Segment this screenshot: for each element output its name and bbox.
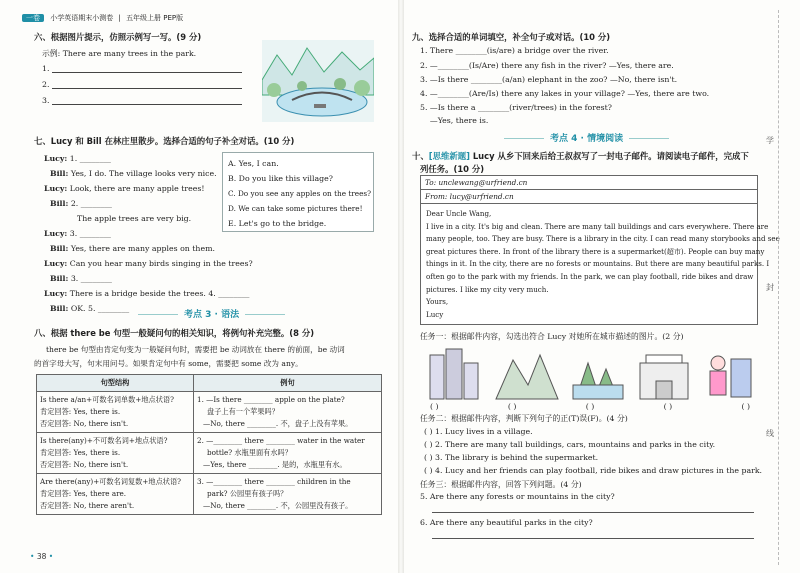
margin-cut-line	[778, 10, 779, 565]
q7-line-2: Bill: Yes, I do. The village looks very nice.	[50, 169, 217, 178]
q7-line-8: Lucy: Can you hear many birds singing in the trees?	[44, 259, 253, 268]
section-3-title: 考点 3 · 语法	[132, 307, 291, 320]
q8-header-example: 例句	[194, 375, 382, 392]
q7-line-3: Lucy: Look, there are many apple trees!	[44, 184, 205, 193]
q8-table	[36, 374, 382, 515]
email-body: Dear Uncle Wang, I live in a city. It's big and clean. There are many tall buildings and cars everywhere. There are many people, too. They are busy. There is a library in the city. I can read many storybooks and see great pictures there. In front of the library there is a supermarket(超市). People can buy many things in it. In the city, there are no forests or mountains. But there are many beautiful parks. I often go to the park with my friends. In the park, we can play football, ride bikes and draw pictures. I like my city very much. Yours, Lucy	[426, 209, 780, 319]
q7-line-6: Lucy: 3. ________	[44, 229, 111, 238]
q7-line-11: Bill: OK. 5. ________	[50, 304, 130, 313]
qa-6: 6. Are there any beautiful parks in the city?	[420, 518, 593, 527]
picture-mountains	[496, 355, 558, 399]
q8-title: 八、根据 there be 句型一般疑问句的相关知识，将例句补充完整。(8 分)	[34, 328, 315, 338]
q10-tag: [思维新题]	[428, 151, 470, 161]
q9-item-3[interactable]: 3. —Is there ________(a/an) elephant in the zoo? —No, there isn't.	[420, 75, 678, 84]
q7-line-1: Lucy: 1. ________	[44, 154, 111, 163]
q7-option-e: E. Let's go to the bridge.	[228, 219, 327, 228]
header-series: 小学英语期末小测卷	[50, 14, 114, 22]
q6-blank-2[interactable]: 2.	[42, 80, 242, 89]
email-from: From: lucy@urfriend.cn	[421, 190, 757, 204]
q7-line-7: Bill: Yes, there are many apples on them.	[50, 244, 215, 253]
q7-option-c: C. Do you see any apples on the trees?	[228, 189, 372, 198]
q7-option-b: B. Do you like this village?	[228, 174, 333, 183]
tf-item-3[interactable]: ( ) 3. The library is behind the supermarket.	[424, 453, 599, 462]
email-to: To: unclewang@urfriend.cn	[421, 176, 757, 190]
page-fold	[398, 0, 404, 573]
q7-title: 七、Lucy 和 Bill 在林庄里散步。选择合适的句子补全对话。(10 分)	[34, 136, 295, 146]
q8-header-structure: 句型结构	[37, 375, 194, 392]
task1-mark-5[interactable]: ( )	[741, 402, 750, 411]
q7-line-5: The apple trees are very big.	[77, 214, 192, 223]
task1-mark-4[interactable]: ( )	[663, 402, 673, 411]
q10-task2: 任务二：根据邮件内容，判断下列句子的正(T)误(F)。(4 分)	[420, 414, 628, 423]
q9-title: 九、选择合适的单词填空，补全句子或对话。(10 分)	[412, 32, 611, 42]
email-box	[420, 175, 780, 325]
q6-blank-1[interactable]: 1.	[42, 64, 242, 73]
margin-char-3: 线	[766, 429, 774, 438]
header-badge: 一卷	[22, 14, 44, 22]
qa-5-answer-line[interactable]	[432, 512, 754, 513]
q8-intro-1: there be 句型由肯定句变为一般疑问句时，需要把 be 动词放在 there 的前面，be 动词	[46, 345, 345, 354]
picture-forest	[573, 363, 623, 399]
q6-example: 示例: There are many trees in the park.	[42, 49, 197, 58]
margin-char-1: 学	[766, 136, 774, 145]
tf-item-1[interactable]: ( ) 1. Lucy lives in a village.	[424, 427, 533, 436]
task1-pictures	[428, 345, 758, 401]
q6-blank-3[interactable]: 3.	[42, 96, 242, 105]
table-row: Is there a/an+可数名词单数+地点状语? 肯定回答: Yes, there is. 否定回答: No, there isn't. 1. —Is there ________ apple on the plate? 盘子上有一个苹果吗？ —No, there ________. 不，盘子上没有苹果。	[37, 392, 382, 433]
q9-item-4[interactable]: 4. —________(Are/Is) there any lakes in your village? —Yes, there are two.	[420, 89, 710, 98]
q9-item-1[interactable]: 1. There ________(is/are) a bridge over the river.	[420, 46, 609, 55]
margin-char-2: 封	[766, 283, 774, 292]
section-4-title: 考点 4 · 情境阅读	[498, 131, 675, 144]
q8-intro-2: 的首字母大写，句末用问号。如果肯定句中有 some，需要把 some 改为 any。	[34, 359, 303, 368]
q7-option-d: D. We can take some pictures there!	[228, 204, 363, 213]
q10-title-2: 列任务。(10 分)	[420, 164, 485, 174]
q7-options-box	[222, 152, 374, 232]
qa-5: 5. Are there any forests or mountains in the city?	[420, 492, 615, 501]
q10-task3: 任务三：根据邮件内容，回答下列问题。(4 分)	[420, 480, 582, 489]
page-number: • 38 •	[30, 552, 54, 561]
q7-line-9: Bill: 3. ________	[50, 274, 112, 283]
picture-girl-reading	[710, 356, 751, 397]
q9-item-5[interactable]: 5. —Is there a ________(river/trees) in the forest?	[420, 103, 612, 112]
table-row: Are there(any)+可数名词复数+地点状语? 肯定回答: Yes, there are. 否定回答: No, there aren't. 3. —________ there ________ children in the park? 公园里有孩子吗？ —No, there ________. 不，公园里没有孩子。	[37, 474, 382, 515]
q10-title: 十、[思维新题] Lucy 从乡下回来后给王叔叔写了一封电子邮件。请阅读电子邮件，完成下	[412, 151, 749, 161]
task1-mark-3[interactable]: ( )	[585, 402, 595, 411]
qa-6-answer-line[interactable]	[432, 538, 754, 539]
q6-title: 六、根据图片提示，仿照示例写一写。(9 分)	[34, 32, 202, 42]
q10-task1: 任务一：根据邮件内容，勾选出符合 Lucy 对她所在城市描述的图片。(2 分)	[420, 332, 684, 341]
task1-mark-2[interactable]: ( )	[507, 402, 517, 411]
tf-item-4[interactable]: ( ) 4. Lucy and her friends can play football, ride bikes and draw pictures in the park.	[424, 466, 763, 475]
picture-supermarket	[640, 355, 688, 399]
header: 一卷 小学英语期末小测卷 | 五年级上册 PEP版	[22, 13, 183, 23]
picture-buildings	[430, 349, 478, 399]
q7-line-10: Lucy: There is a bridge beside the trees. 4. ________	[44, 289, 250, 298]
q9-item-2[interactable]: 2. —________(Is/Are) there any fish in the river? —Yes, there are.	[420, 61, 674, 70]
header-book: 五年级上册 PEP版	[126, 14, 184, 22]
task1-mark-1[interactable]: ( )	[430, 402, 439, 411]
q9-item-5b: —Yes, there is.	[420, 116, 489, 125]
tf-item-2[interactable]: ( ) 2. There are many tall buildings, cars, mountains and parks in the city.	[424, 440, 716, 449]
table-row: Is there(any)+不可数名词+地点状语? 肯定回答: Yes, there is. 否定回答: No, there isn't. 2. —________ there ________ water in the water bottle? 水瓶里面有水吗？ —Yes, there ________. 是的，水瓶里有水。	[37, 433, 382, 474]
task1-marks	[430, 402, 750, 411]
q7-line-4: Bill: 2. ________	[50, 199, 112, 208]
q7-option-a: A. Yes, I can.	[228, 159, 279, 168]
park-illustration	[262, 40, 374, 122]
